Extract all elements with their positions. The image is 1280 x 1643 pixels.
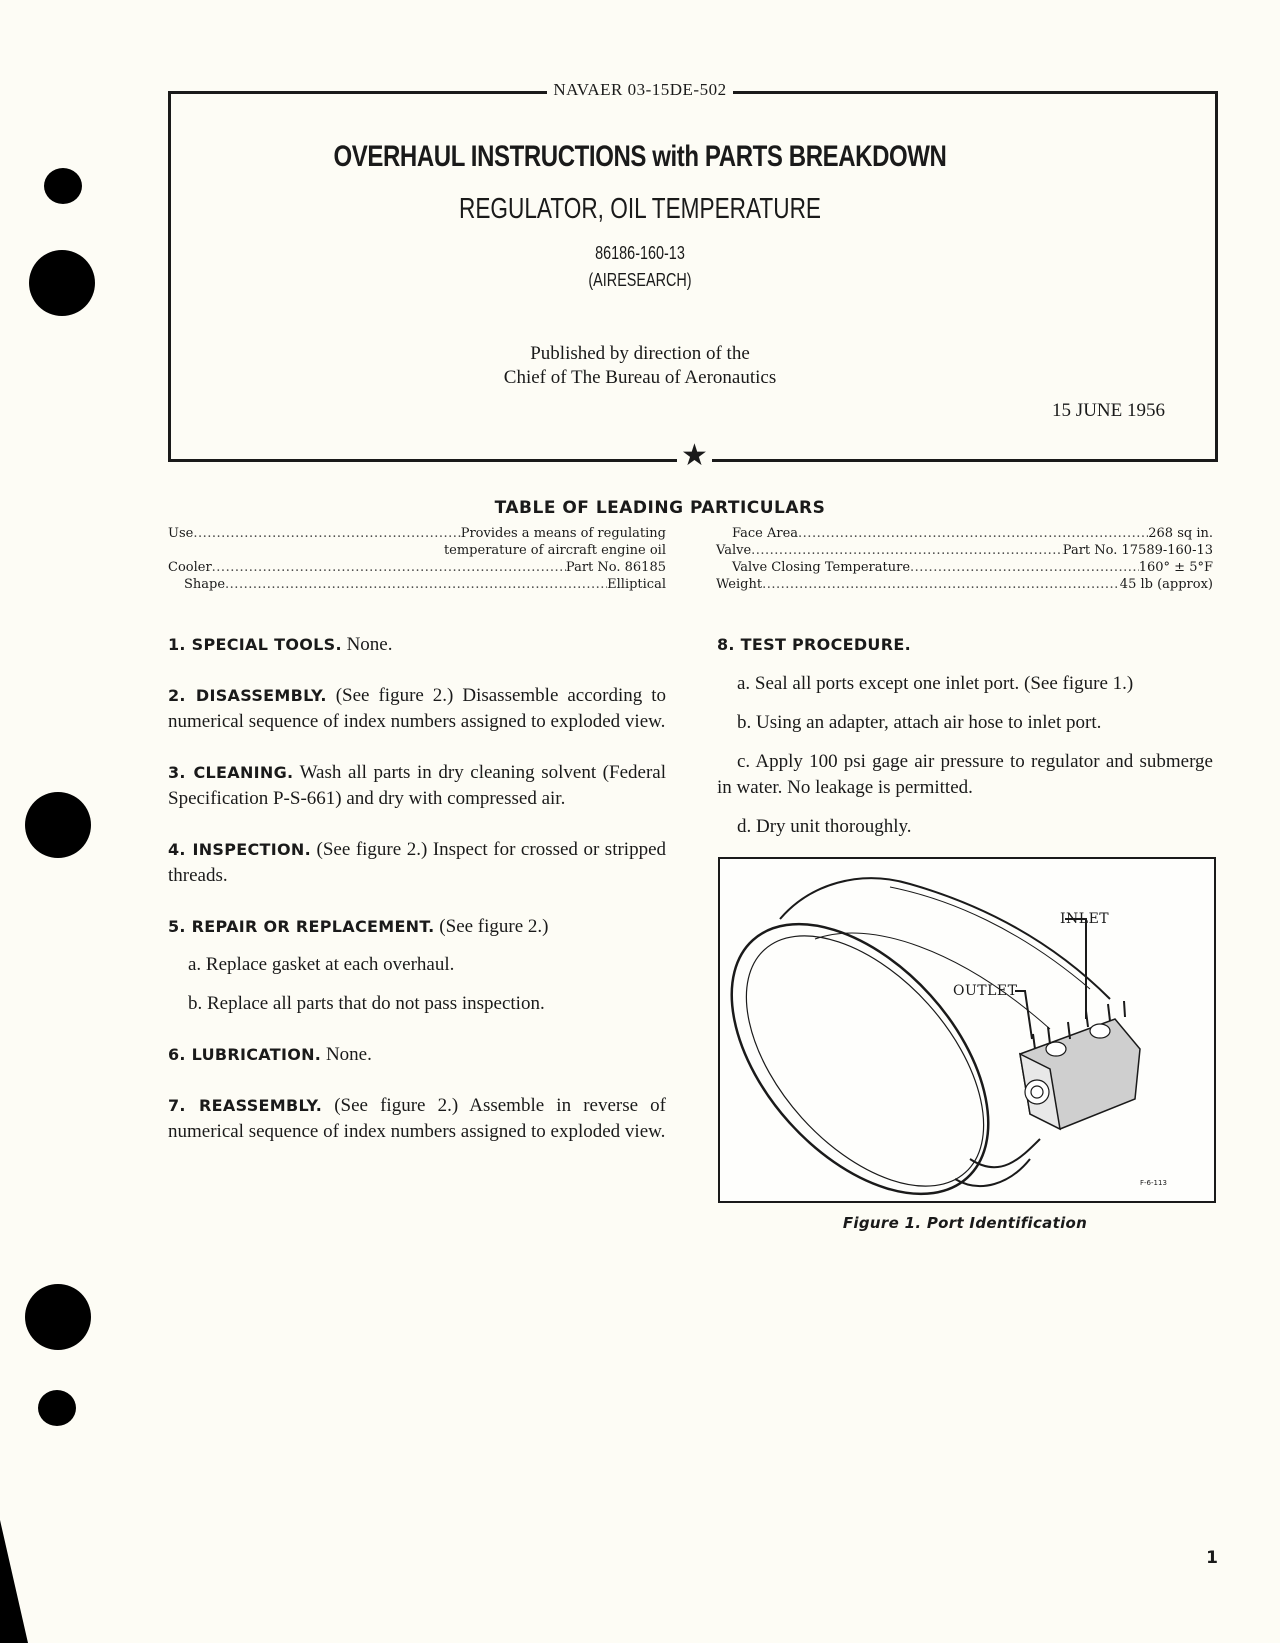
particular-row [168,576,666,593]
leading-particulars-right [716,525,1213,593]
section-reassembly [168,1093,666,1145]
section-lubrication [168,1042,666,1068]
particular-value: Part No. 17589-160-13 [1062,543,1213,558]
star-ornament: ★ [677,441,712,471]
section-text: (See figure 2.) Inspect for crossed or stripped threads. [168,839,667,886]
inlet-label: INLET [1060,911,1110,927]
particular-value: 268 sq in. [1148,526,1213,541]
particular-label: Use [168,526,194,541]
section-text: None. [346,634,393,655]
section-heading: 4. INSPECTION. [168,840,311,859]
outlet-label: OUTLET [953,983,1018,999]
subject-title: REGULATOR, OIL TEMPERATURE [459,193,821,225]
particular-row [168,525,666,542]
particular-row [716,542,1213,559]
published-by-line-2: Chief of The Bureau of Aeronautics [503,367,777,388]
publication-date: 15 JUNE 1956 [1052,400,1165,421]
section-heading: 3. CLEANING. [168,763,294,782]
particular-row [716,559,1213,576]
particular-row [716,576,1213,593]
section-disassembly [168,683,666,735]
binder-hole [44,168,82,204]
test-item-c: c. Apply 100 psi gage air pressure to regulator and submerge in water. No leakage is permitted. [717,751,1213,798]
section-text: None. [325,1044,372,1065]
binder-hole [25,792,91,858]
figure-caption: Figure 1. Port Identification [842,1214,1088,1232]
drawing-number: F-6-113 [1140,1179,1167,1187]
section-heading: 7. REASSEMBLY. [168,1096,323,1115]
particular-value: 160° ± 5°F [1138,560,1213,575]
leading-particulars-title: TABLE OF LEADING PARTICULARS [494,498,826,518]
particular-label: Face Area [732,526,799,541]
particular-label: Valve [716,543,752,558]
manufacturer: (AIRESEARCH) [588,270,692,290]
part-number: 86186-160-13 [595,243,685,263]
particular-value: Provides a means of regulating [460,526,666,541]
section-repair [168,914,666,940]
particular-value: Part No. 86185 [565,560,666,575]
binder-hole [29,250,95,316]
published-by-line-1: Published by direction of the [530,343,750,364]
page-edge-shadow [0,1520,28,1643]
test-item-b: b. Using an adapter, attach air hose to inlet port. [737,712,1102,733]
repair-item-a: a. Replace gasket at each overhaul. [188,954,455,975]
particular-continuation: temperature of aircraft engine oil [443,543,666,558]
test-item-a: a. Seal all ports except one inlet port. (See figure 1.) [737,673,1134,694]
right-column [717,632,1213,853]
particular-label: Cooler [168,560,212,575]
particular-row [168,559,666,576]
section-heading: 8. TEST PROCEDURE. [717,635,911,654]
binder-hole [25,1284,91,1350]
particular-value: Elliptical [607,577,666,592]
section-text: (See figure 2.) Disassemble according to numerical sequence of index numbers assigned to exploded view. [168,685,667,732]
section-heading: 6. LUBRICATION. [168,1045,322,1064]
left-column [168,632,666,1170]
section-heading: 2. DISASSEMBLY. [168,686,327,705]
leading-particulars-left [168,525,666,593]
particular-row [716,525,1213,542]
particular-label: Weight [716,577,763,592]
binder-hole [38,1390,76,1426]
section-cleaning [168,760,666,812]
oil-regulator-drawing [720,859,1214,1201]
section-heading: 1. SPECIAL TOOLS. [168,635,342,654]
section-heading: 5. REPAIR OR REPLACEMENT. [168,917,435,936]
page-number: 1 [1206,1548,1218,1568]
test-item-d: d. Dry unit thoroughly. [737,816,912,837]
page-title: OVERHAUL INSTRUCTIONS with PARTS BREAKDOWN [333,140,947,173]
document-number: NAVAER 03-15DE-502 [0,80,1280,100]
repair-item-b: b. Replace all parts that do not pass inspection. [188,993,545,1014]
section-text: Wash all parts in dry cleaning solvent (Federal Specification P-S-661) and dry with compressed air. [168,762,666,809]
particular-label: Valve Closing Temperature [732,560,911,575]
section-test-procedure [717,632,1213,658]
section-text: (See figure 2.) Assemble in reverse of numerical sequence of index numbers assigned to exploded view. [168,1095,666,1142]
particular-value: 45 lb (approx) [1119,577,1213,592]
figure-port-identification [718,857,1216,1203]
section-text: (See figure 2.) [439,916,549,937]
section-inspection [168,837,666,889]
section-special-tools [168,632,666,658]
particular-label: Shape [184,577,226,592]
